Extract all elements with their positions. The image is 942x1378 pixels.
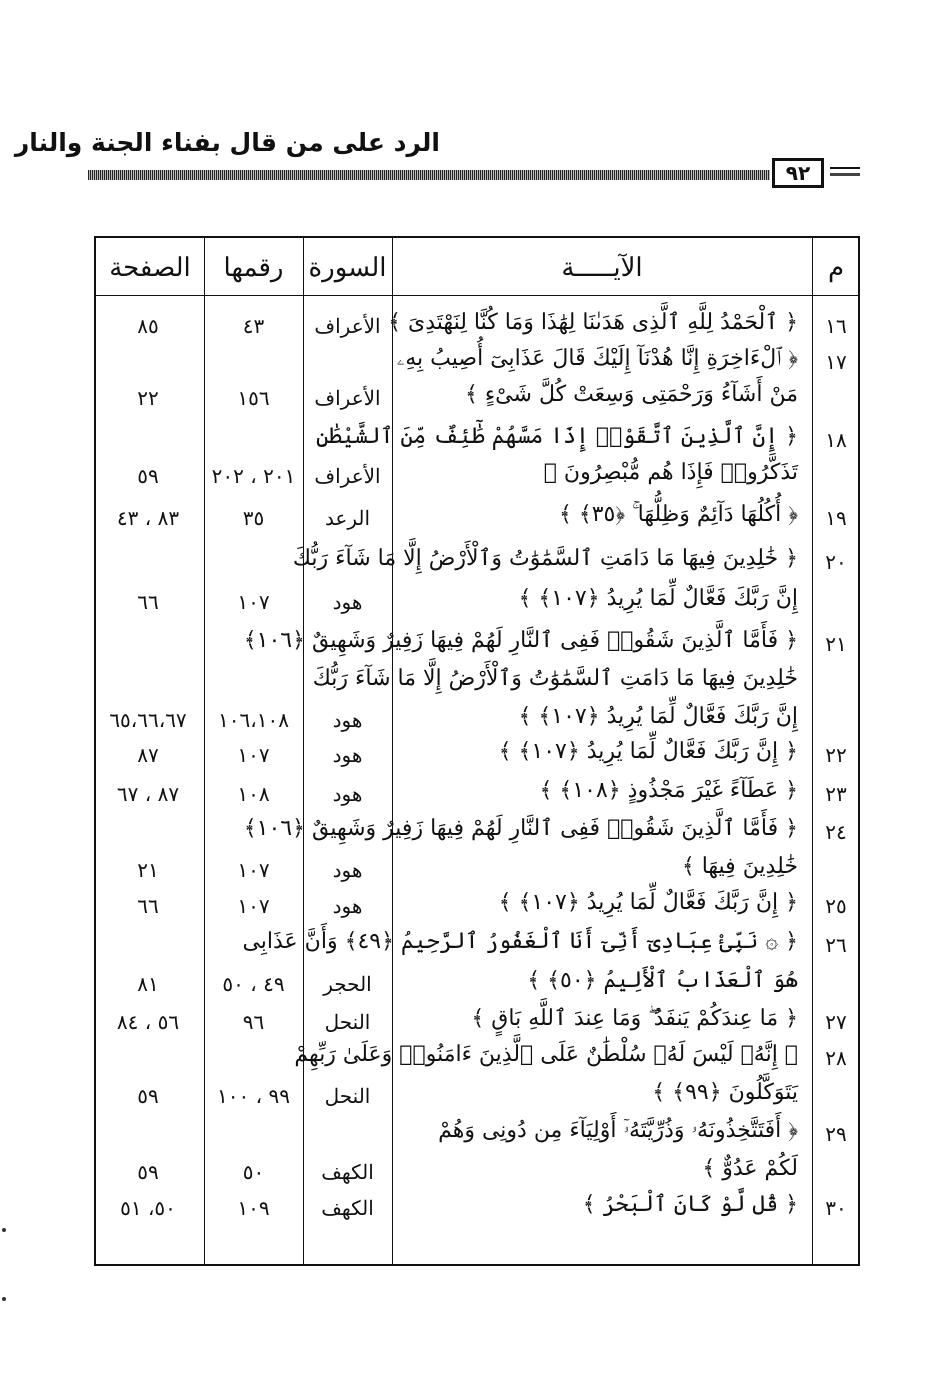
verse-number: ٤٩ ، ٥٠ — [222, 972, 285, 996]
verse-number: ١٠٧ — [237, 743, 270, 767]
header-divider — [96, 295, 858, 296]
ayah-text-line: ﴿ إِنَّ رَبَّكَ فَعَّالٌ لِّمَا يُرِيدُ ﴿١٠٧﴾ ﴾ — [498, 890, 798, 915]
surah-name: هود — [332, 782, 363, 806]
row-number: ٢٩ — [825, 1122, 847, 1146]
ayah-text-line: ﴿ مَا عِندَكُمْ يَنفَدُ ۖ وَمَا عِندَ ٱللَّهِ بَاقٍ ﴾ — [471, 1006, 798, 1031]
verse-number: ٥٠ — [242, 1160, 265, 1184]
surah-name: الكهف — [321, 1196, 374, 1220]
column-header-verse: رقمها — [223, 253, 284, 283]
ayah-text-line: إِنَّ رَبَّكَ فَعَّالٌ لِّمَا يُرِيدُ ﴿١٠٧﴾ ﴾ — [518, 704, 798, 729]
row-number: ٢٠ — [825, 550, 847, 574]
page-reference: ٦٦ — [137, 894, 159, 918]
page-reference: ٢٢ — [137, 386, 159, 410]
row-number: ٢٥ — [825, 894, 847, 918]
ayah-text-line: ﴿ إِنَّ رَبَّكَ فَعَّالٌ لِّمَا يُرِيدُ ﴿١٠٧﴾ ﴾ — [498, 739, 798, 764]
verse-number: ٢٠١ ، ٢٠٢ — [211, 464, 296, 488]
verse-number: ٩٦ — [242, 1010, 265, 1034]
verse-number: ١٠٧ — [237, 590, 270, 614]
ayah-text-line: ﴿ أَفَتَتَّخِذُونَهُۥ وَذُرِّيَّتَهُۥٓ أَوْلِيَآءَ مِن دُونِى وَهُمْ — [438, 1118, 798, 1143]
page-reference: ٨٧ — [137, 743, 159, 767]
column-header-ayah: الآيـــــة — [561, 253, 643, 283]
row-number: ٢٦ — [825, 933, 847, 957]
ayah-text-line: ﴿ إِنَّ ٱلَّذِينَ ٱتَّقَوْا۟ إِذَا مَسَّهُمْ طَٰٓئِفٌ مِّنَ ٱلشَّيْطَٰنِ — [316, 424, 798, 449]
verse-number: ١٠٦،١٠٨ — [218, 708, 289, 732]
header-rule-right-thick — [830, 173, 860, 176]
verse-number: ١٠٨ — [237, 782, 270, 806]
page-reference: ٨٥ — [137, 314, 159, 338]
page-reference: ٨٣ ، ٤٣ — [116, 506, 180, 530]
header-rule — [88, 170, 770, 180]
row-number: ٢١ — [825, 632, 847, 656]
row-number: ٢٢ — [825, 743, 847, 767]
row-number: ٢٨ — [825, 1046, 847, 1070]
verse-number: ٩٩ ، ١٠٠ — [217, 1084, 290, 1108]
page-reference: ٢١ — [137, 858, 159, 882]
page-reference: ٦٥،٦٦،٦٧ — [109, 708, 187, 732]
ayah-text-line: إِنَّ رَبَّكَ فَعَّالٌ لِّمَا يُرِيدُ ﴿١٠٧﴾ ﴾ — [518, 586, 798, 611]
ayah-text-line: لَكُمْ عَدُوٌّ ﴾ — [702, 1156, 798, 1181]
verse-number: ١٥٦ — [237, 386, 270, 410]
surah-name: هود — [332, 894, 363, 918]
row-number: ٢٤ — [825, 820, 847, 844]
page-header — [14, 122, 860, 192]
ayah-text-line: يَتَوَكَّلُونَ ﴿٩٩﴾ ﴾ — [652, 1080, 798, 1105]
row-number: ٢٧ — [825, 1010, 847, 1034]
ayah-text-line: ﴿ ٱلْءَاخِرَةِ إِنَّا هُدْنَآ إِلَيْكَ قَالَ عَذَابِىٓ أُصِيبُ بِهِۦ — [396, 346, 798, 371]
page-reference: ٥٩ — [137, 1084, 159, 1108]
book-title: الرد على من قال بفناء الجنة والنار — [14, 128, 440, 157]
row-number: ١٧ — [825, 350, 847, 374]
verse-number: ٣٥ — [242, 506, 265, 530]
column-header-number: م — [827, 253, 845, 283]
scan-mark — [2, 1297, 6, 1301]
ayah-text-line: ﴿ إِنَّهُۥ لَيْسَ لَهُۥ سُلْطَٰنٌ عَلَى ٱلَّذِينَ ءَامَنُوا۟ وَعَلَىٰ رَبِّهِمْ — [294, 1042, 798, 1067]
ayah-text-line: ﴿ قُل لَّوْ كَانَ ٱلْبَحْرُ ﴾ — [582, 1192, 798, 1217]
ayah-text-line: ﴿ خَٰلِدِينَ فِيهَا مَا دَامَتِ ٱلسَّمَٰوَٰتُ وَٱلْأَرْضُ إِلَّا مَا شَآءَ رَبُّكَ — [292, 546, 798, 571]
ayah-index-table — [94, 236, 860, 1266]
page-reference: ٦٦ — [137, 590, 159, 614]
page-number: ٩٢ — [772, 158, 824, 188]
row-number: ٣٠ — [825, 1196, 847, 1220]
ayah-text-line: ﴿ فَأَمَّا ٱلَّذِينَ شَقُوا۟ فَفِى ٱلنَّارِ لَهُمْ فِيهَا زَفِيرٌ وَشَهِيقٌ ﴿١٠٦﴾ — [243, 628, 798, 653]
scan-mark — [2, 1228, 6, 1232]
surah-name: النحل — [324, 1010, 371, 1034]
page-reference: ٥٩ — [137, 1160, 159, 1184]
row-number: ٢٣ — [825, 782, 847, 806]
surah-name: الحجر — [323, 972, 372, 996]
surah-name: الأعراف — [314, 464, 381, 488]
row-number: ١٩ — [825, 506, 847, 530]
surah-name: الأعراف — [314, 314, 381, 338]
verse-number: ٤٣ — [242, 314, 265, 338]
surah-name: هود — [332, 858, 363, 882]
row-number: ١٨ — [825, 428, 847, 452]
column-divider — [392, 238, 393, 1264]
surah-name: هود — [332, 590, 363, 614]
ayah-text-line: ﴿ أُكُلُهَا دَآئِمٌ وَظِلُّهَا ۚ ﴿٣٥﴾ ﴾ — [558, 502, 798, 527]
verse-number: ١٠٧ — [237, 894, 270, 918]
ayah-text-line: هُوَ ٱلْعَذَابُ ٱلْأَلِيمُ ﴿٥٠﴾ ﴾ — [527, 968, 798, 993]
page-reference: ٨١ — [137, 972, 159, 996]
surah-name: الرعد — [324, 506, 371, 530]
surah-name: الأعراف — [314, 386, 381, 410]
surah-name: هود — [332, 743, 363, 767]
header-rule-right — [830, 167, 860, 169]
ayah-text-line: ﴿ ٱلْحَمْدُ لِلَّهِ ٱلَّذِى هَدَىٰنَا لِهَٰذَا وَمَا كُنَّا لِنَهْتَدِىَ ﴾ — [388, 310, 798, 335]
ayah-text-line: ﴿ فَأَمَّا ٱلَّذِينَ شَقُوا۟ فَفِى ٱلنَّارِ لَهُمْ فِيهَا زَفِيرٌ وَشَهِيقٌ ﴿١٠٦﴾ — [243, 816, 798, 841]
verse-number: ١٠٧ — [237, 858, 270, 882]
verse-number: ١٠٩ — [237, 1196, 270, 1220]
ayah-text-line: خَٰلِدِينَ فِيهَا ﴾ — [681, 854, 798, 879]
page-reference: ٥٩ — [137, 464, 159, 488]
surah-name: الكهف — [321, 1160, 374, 1184]
ayah-text-line: خَٰلِدِينَ فِيهَا مَا دَامَتِ ٱلسَّمَٰوَٰتُ وَٱلْأَرْضُ إِلَّا مَا شَآءَ رَبُّكَ — [312, 666, 798, 691]
ayah-text-line: ﴿ عَطَآءً غَيْرَ مَجْذُوذٍ ﴿١٠٨﴾ ﴾ — [539, 778, 798, 803]
column-header-page: الصفحة — [109, 253, 191, 283]
page-reference: ٥٦ ، ٨٤ — [116, 1010, 180, 1034]
surah-name: هود — [332, 708, 363, 732]
page-reference: ٨٧ ، ٦٧ — [116, 782, 180, 806]
surah-name: النحل — [324, 1084, 371, 1108]
ayah-text-line: تَذَكَّرُوا۟ فَإِذَا هُم مُّبْصِرُونَ ﴾ — [543, 460, 798, 485]
page-reference: ٥٠، ٥١ — [120, 1196, 176, 1220]
ayah-text-line: مَنْ أَشَآءُ وَرَحْمَتِى وَسِعَتْ كُلَّ شَىْءٍ ﴾ — [464, 382, 798, 407]
ayah-text-line: ﴿ ۞ نَبِّئْ عِبَادِىٓ أَنِّىٓ أَنَا ٱلْغَفُورُ ٱلرَّحِيمُ ﴿٤٩﴾ وَأَنَّ عَذَابِى — [242, 929, 798, 954]
column-header-surah: السورة — [308, 253, 387, 283]
row-number: ١٦ — [825, 314, 847, 338]
